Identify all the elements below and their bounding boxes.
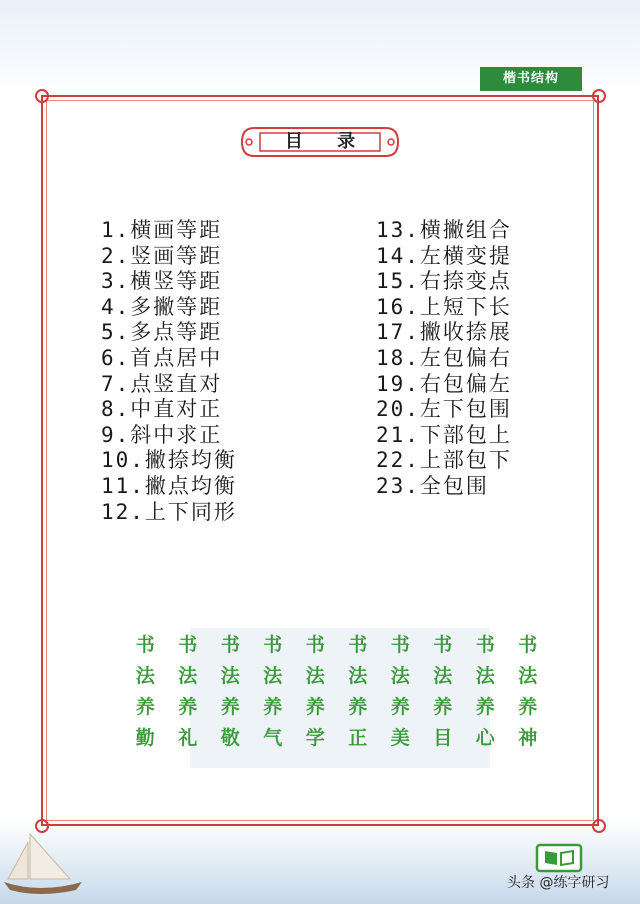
grid-char: 美 [390, 727, 410, 749]
boat-icon [0, 824, 90, 904]
grid-char: 目 [433, 727, 453, 749]
toc-left-column [101, 218, 237, 525]
toc-item: 12.上下同形 [101, 499, 237, 524]
character-grid [124, 630, 549, 755]
grid-char: 养 [305, 696, 325, 718]
toc-item: 10.撇捺均衡 [101, 448, 237, 473]
grid-char: 书 [433, 634, 453, 656]
grid-char: 书 [390, 634, 410, 656]
grid-char: 养 [348, 696, 368, 718]
grid-char: 勤 [135, 727, 155, 749]
grid-char: 心 [475, 727, 495, 749]
grid-char: 礼 [178, 727, 198, 749]
toc-item: 6.首点居中 [101, 345, 223, 370]
corner-ornament-icon [590, 87, 608, 105]
grid-char: 书 [475, 634, 495, 656]
grid-char: 气 [263, 727, 283, 749]
toc-item: 9.斜中求正 [101, 422, 223, 447]
toc-item: 21.下部包上 [376, 422, 512, 447]
toc-item: 19.右包偏左 [376, 371, 512, 396]
grid-char: 养 [433, 696, 453, 718]
toc-item: 7.点竖直对 [101, 371, 223, 396]
grid-char: 正 [348, 727, 368, 749]
grid-row [124, 661, 549, 692]
toc-title-box [240, 125, 400, 159]
toc-item: 20.左下包围 [376, 397, 512, 422]
toc-item: 15.右捺变点 [376, 269, 512, 294]
section-tag: 楷书结构 [480, 67, 582, 91]
grid-char: 书 [263, 634, 283, 656]
toc-item: 11.撇点均衡 [101, 473, 237, 498]
grid-row [124, 630, 549, 661]
toc-item: 22.上部包下 [376, 448, 512, 473]
toc-item: 4.多撇等距 [101, 294, 223, 319]
grid-char: 法 [348, 665, 368, 687]
book-icon [535, 843, 583, 873]
grid-char: 法 [390, 665, 410, 687]
toc-item: 16.上短下长 [376, 294, 512, 319]
grid-row [124, 692, 549, 723]
grid-char: 法 [475, 665, 495, 687]
grid-char: 养 [390, 696, 410, 718]
grid-char: 书 [135, 634, 155, 656]
toc-right-column [376, 218, 512, 500]
toc-item: 8.中直对正 [101, 397, 223, 422]
toc-item: 5.多点等距 [101, 320, 223, 345]
grid-char: 法 [178, 665, 198, 687]
grid-char: 养 [135, 696, 155, 718]
grid-char: 敬 [220, 727, 240, 749]
corner-ornament-icon [33, 87, 51, 105]
toc-item: 1.横画等距 [101, 218, 223, 242]
grid-char: 书 [348, 634, 368, 656]
grid-char: 书 [305, 634, 325, 656]
toc-item: 18.左包偏右 [376, 345, 512, 370]
grid-char: 神 [518, 727, 538, 749]
toc-item: 17.撇收捺展 [376, 320, 512, 345]
grid-char: 法 [518, 665, 538, 687]
grid-char: 法 [263, 665, 283, 687]
toc-item: 2.竖画等距 [101, 243, 223, 268]
grid-row [124, 723, 549, 754]
grid-char: 养 [220, 696, 240, 718]
grid-char: 书 [178, 634, 198, 656]
grid-char: 法 [433, 665, 453, 687]
toc-item: 3.横竖等距 [101, 269, 223, 294]
grid-char: 法 [135, 665, 155, 687]
grid-char: 书 [220, 634, 240, 656]
grid-char: 养 [263, 696, 283, 718]
toc-title: 目 录 [284, 131, 370, 152]
watermark-text: 头条 @练字研习 [507, 875, 610, 891]
grid-char: 法 [305, 665, 325, 687]
grid-char: 养 [178, 696, 198, 718]
grid-char: 学 [305, 727, 325, 749]
grid-char: 养 [518, 696, 538, 718]
grid-char: 养 [475, 696, 495, 718]
grid-char: 书 [518, 634, 538, 656]
toc-item: 13.横撇组合 [376, 218, 512, 242]
toc-item: 14.左横变提 [376, 243, 512, 268]
toc-item: 23.全包围 [376, 473, 489, 498]
grid-char: 法 [220, 665, 240, 687]
corner-ornament-icon [590, 817, 608, 835]
